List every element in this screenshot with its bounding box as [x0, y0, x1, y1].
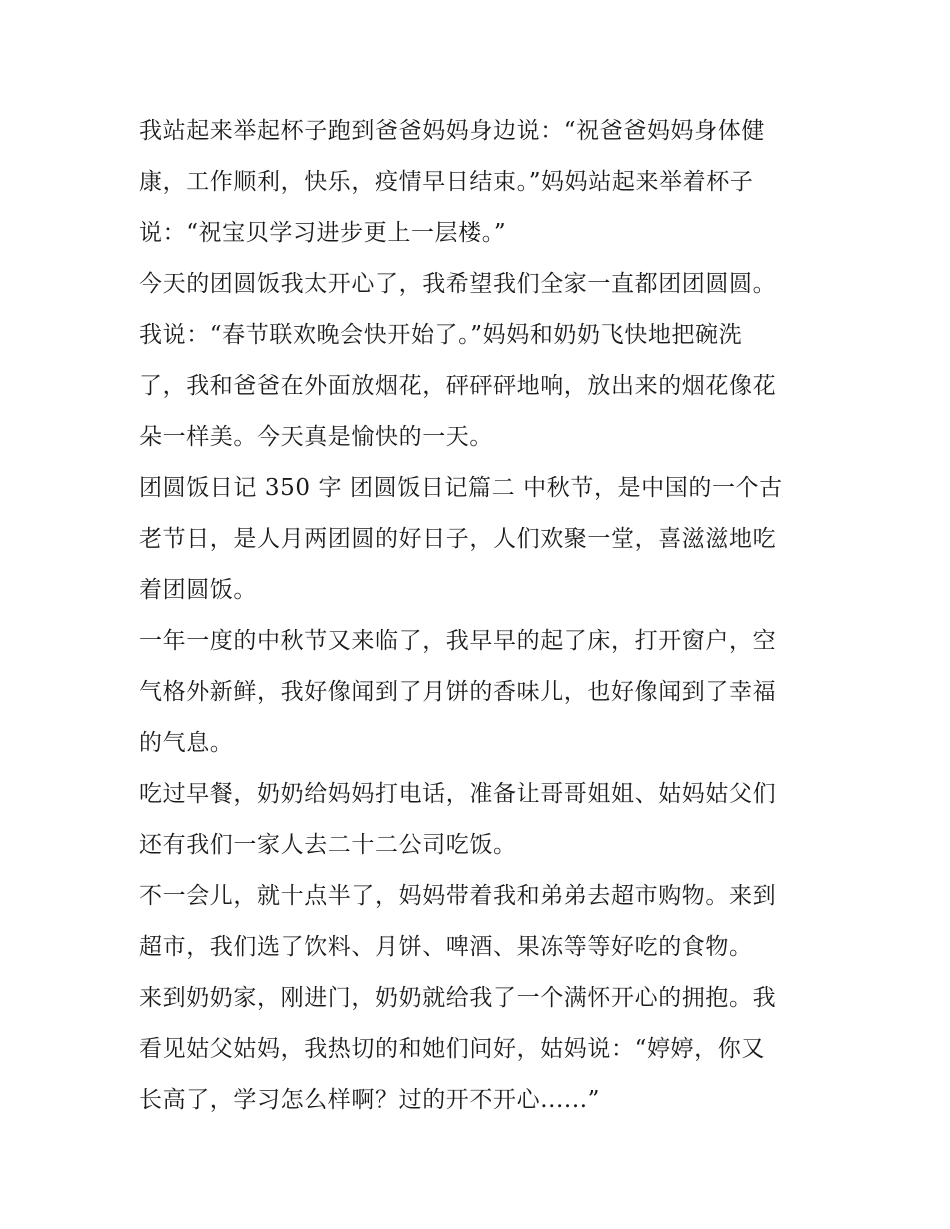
text-line: 团圆饭日记 350 字 团圆饭日记篇二 中秋节，是中国的一个古	[139, 475, 783, 501]
document-body	[139, 106, 819, 1126]
text-line: 今天的团圆饭我太开心了，我希望我们全家一直都团团圆圆。	[139, 271, 777, 297]
text-line: 我站起来举起杯子跑到爸爸妈妈身边说：“祝爸爸妈妈身体健	[139, 118, 765, 144]
text-line: 不一会儿，就十点半了，妈妈带着我和弟弟去超市购物。来到	[139, 883, 777, 909]
text-line: 朵一样美。今天真是愉快的一天。	[139, 424, 493, 450]
text-line: 一年一度的中秋节又来临了，我早早的起了床，打开窗户，空	[139, 628, 777, 654]
text-line: 老节日，是人月两团圆的好日子，人们欢聚一堂，喜滋滋地吃	[139, 526, 777, 552]
text-line: 着团圆饭。	[139, 577, 257, 603]
text-line: 了，我和爸爸在外面放烟花，砰砰砰地响，放出来的烟花像花	[139, 373, 777, 399]
text-line: 我说：“春节联欢晚会快开始了。”妈妈和奶奶飞快地把碗洗	[139, 322, 743, 348]
text-line: 吃过早餐，奶奶给妈妈打电话，准备让哥哥姐姐、姑妈姑父们	[139, 781, 777, 807]
text-line: 康，工作顺利，快乐，疫情早日结束。”妈妈站起来举着杯子	[139, 169, 754, 195]
text-line: 看见姑父姑妈，我热切的和她们问好，姑妈说：“婷婷，你又	[139, 1036, 765, 1062]
text-line: 还有我们一家人去二十二公司吃饭。	[139, 832, 517, 858]
text-line: 气格外新鲜，我好像闻到了月饼的香味儿，也好像闻到了幸福	[139, 679, 777, 705]
text-line: 长高了，学习怎么样啊？过的开不开心......”	[139, 1087, 601, 1113]
text-line: 说：“祝宝贝学习进步更上一层楼。”	[139, 220, 507, 246]
text-line: 来到奶奶家，刚进门，奶奶就给我了一个满怀开心的拥抱。我	[139, 985, 777, 1011]
text-line: 超市，我们选了饮料、月饼、啤酒、果冻等等好吃的食物。	[139, 934, 753, 960]
text-line: 的气息。	[139, 730, 234, 756]
